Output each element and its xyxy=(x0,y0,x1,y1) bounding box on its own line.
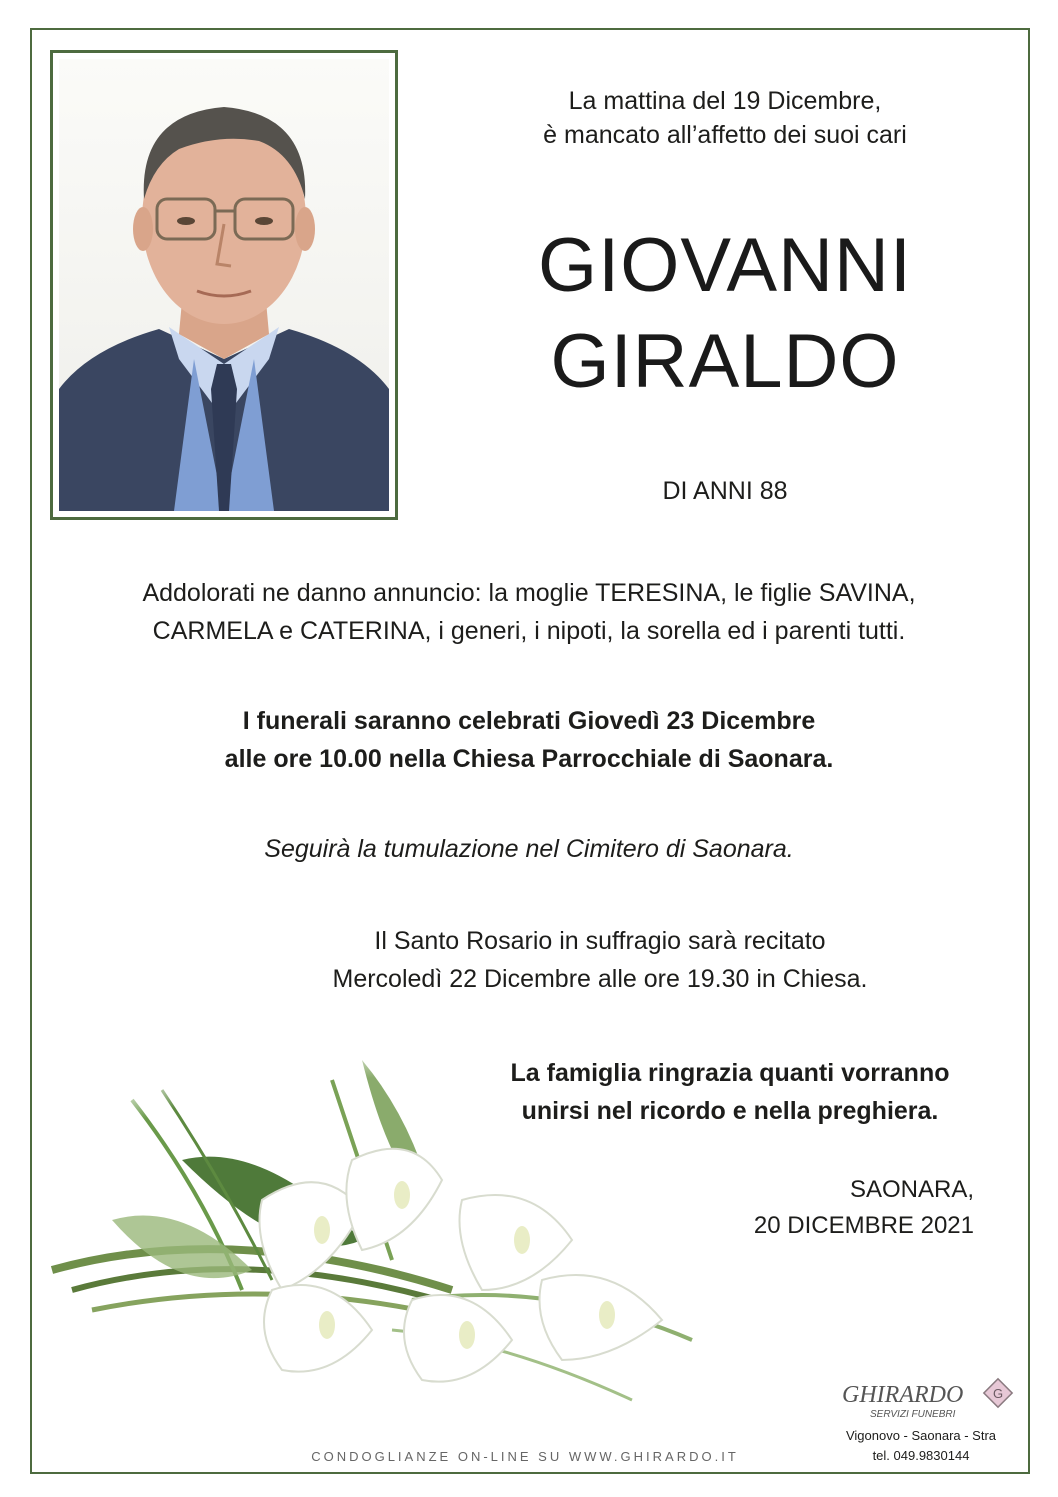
thanks-line-2: unirsi nel ricordo e nella preghiera. xyxy=(521,1097,939,1125)
g-diamond-icon xyxy=(981,1376,1015,1410)
intro-line-2: è mancato all’affetto dei suoi cari xyxy=(543,121,907,149)
date: 20 DICEMBRE 2021 xyxy=(753,1212,974,1239)
funeral-line-1: I funerali saranno celebrati Giovedì 23 Dicembre xyxy=(242,707,816,735)
announcement-text xyxy=(40,574,1018,650)
logo-phone: tel. 049.9830144 xyxy=(872,1448,970,1463)
intro-text xyxy=(460,84,990,152)
rosary-line-1: Il Santo Rosario in suffragio sarà recitato xyxy=(374,927,826,955)
announcement-line-2: CARMELA e CATERINA, i generi, i nipoti, la sorella ed i parenti tutti. xyxy=(152,617,906,645)
portrait-photo xyxy=(50,50,398,520)
logo-name: GHIRARDO xyxy=(842,1382,964,1408)
svg-text:G: G xyxy=(992,1386,1004,1401)
logo-subtitle: SERVIZI FUNEBRI xyxy=(870,1409,956,1420)
rosary-line-2: Mercoledì 22 Dicembre alle ore 19.30 in Chiesa. xyxy=(332,965,868,993)
place-date xyxy=(754,1172,974,1244)
place: SAONARA, xyxy=(849,1176,974,1203)
first-name: GIOVANNI xyxy=(538,223,912,308)
announcement-line-1: Addolorati ne danno annuncio: la moglie TERESINA, le figlie SAVINA, xyxy=(142,579,916,607)
intro-line-1: La mattina del 19 Dicembre, xyxy=(568,87,882,115)
burial-text: Seguirà la tumulazione nel Cimitero di Saonara. xyxy=(264,835,794,863)
deceased-name xyxy=(460,218,990,410)
last-name: GIRALDO xyxy=(550,319,900,404)
funeral-line-2: alle ore 10.00 nella Chiesa Parrocchiale di Saonara. xyxy=(224,745,834,773)
funeral-home-logo xyxy=(826,1372,1026,1472)
rosary-text xyxy=(200,922,1000,998)
footer-condolences: CONDOGLIANZE ON-LINE SU WWW.GHIRARDO.IT xyxy=(311,1449,739,1464)
thanks-text xyxy=(420,1054,1040,1130)
logo-places: Vigonovo - Saonara - Stra xyxy=(845,1428,997,1443)
age-text: DI ANNI 88 xyxy=(662,477,788,505)
portrait-image xyxy=(59,59,389,511)
funeral-text xyxy=(40,702,1018,778)
thanks-line-1: La famiglia ringrazia quanti vorranno xyxy=(510,1059,950,1087)
